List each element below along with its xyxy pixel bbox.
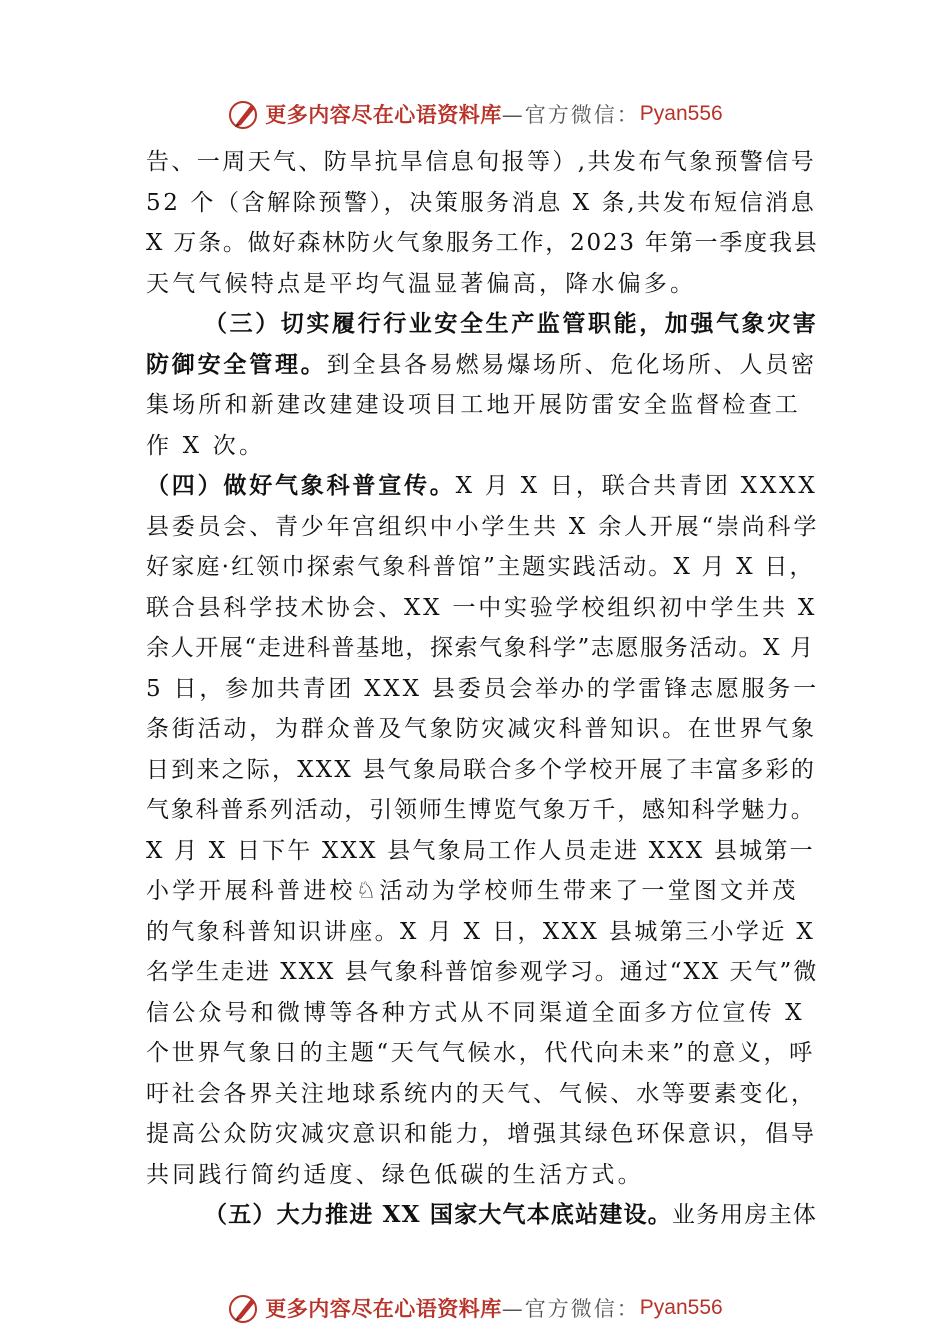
section-heading: （五）大力推进 XX 国家大气本底站建设。 [204, 1201, 672, 1228]
section-heading: （四）做好气象科普宣传。 [146, 472, 456, 499]
paragraph-text: 名学生走进 XXX 县气象科普馆参观学习。通过“XX 天气”微 [146, 959, 819, 985]
paragraph-text: 到全县各易燃易爆场所、危化场所、人员密 [326, 351, 817, 378]
text-line [146, 223, 818, 264]
paragraph-text: 共同践行简约适度、绿色低碳的生活方式。 [146, 1161, 644, 1188]
text-line [146, 669, 818, 710]
paragraph-text: 县委员会、青少年宫组织中小学生共 X 余人开展“崇尚科学 [146, 513, 820, 540]
text-line [146, 1114, 818, 1155]
text-line [146, 466, 818, 507]
text-line [146, 790, 818, 831]
watermark-wechat-id: Pyan556 [639, 102, 723, 125]
footer-watermark [0, 1288, 950, 1328]
paragraph-text: 的气象科普知识讲座。X 月 X 日，XXX 县城第三小学近 X [146, 918, 816, 945]
watermark-dash: —官方微信： [501, 1297, 640, 1321]
text-line [146, 1155, 818, 1196]
section-heading: （三）切实履行行业安全生产监管职能，加强气象灾害 [204, 310, 819, 337]
text-line [146, 426, 818, 467]
text-line [146, 871, 818, 912]
text-line [146, 628, 818, 669]
text-line [146, 588, 818, 629]
paragraph-text: 告、一周天气、防旱抗旱信息旬报等）,共发布气象预警信号 [146, 149, 817, 175]
watermark-brand: 更多内容尽在心语资料库 [265, 1296, 502, 1321]
paragraph-text: 提高公众防灾减灾意识和能力，增强其绿色环保意识，倡导 [146, 1121, 817, 1147]
text-line [146, 345, 818, 386]
text-line [146, 750, 818, 791]
watermark-wechat-id: Pyan556 [639, 1296, 723, 1319]
paragraph-text: 天气气候特点是平均气温显著偏高，降水偏多。 [146, 270, 697, 297]
text-line [146, 1074, 818, 1115]
text-line [146, 1033, 818, 1074]
paragraph-text: 信公众号和微博等各种方式从不同渠道全面多方位宣传 X [146, 999, 805, 1026]
text-line [146, 547, 818, 588]
paragraph-text: X 万条。做好森林防火气象服务工作，2023 年第一季度我县 [146, 230, 819, 256]
paragraph-text: 条街活动，为群众普及气象防灾减灾科普知识。在世界气象 [146, 716, 817, 742]
section-heading: 防御安全管理。 [146, 350, 327, 378]
paragraph-text: 5 日，参加共青团 XXX 县委员会举办的学雷锋志愿服务一 [146, 675, 819, 702]
paragraph-text: X 月 X 日，联合共青团 XXXX [455, 473, 818, 499]
document-body [146, 142, 818, 1236]
watermark-brand: 更多内容尽在心语资料库 [265, 102, 502, 127]
paragraph-text: 吁社会各界关注地球系统内的天气、气候、水等要素变化， [146, 1080, 817, 1107]
paragraph-text: 52 个（含解除预警），决策服务消息 X 条,共发布短信消息 [146, 189, 817, 216]
paragraph-text: 作 X 次。 [146, 432, 266, 459]
pen-logo-icon [227, 1291, 261, 1325]
text-line [146, 304, 818, 345]
text-line [146, 385, 818, 426]
paragraph-text: 好家庭·红领巾探索气象科普馆”主题实践活动。X 月 X 日， [146, 554, 815, 580]
paragraph-text: 联合县科学技术协会、XX 一中实验学校组织初中学生共 X [146, 594, 818, 621]
text-line [146, 993, 818, 1034]
header-watermark [0, 94, 950, 134]
text-line [146, 142, 818, 183]
paragraph-text: X 月 X 日下午 XXX 县气象局工作人员走进 XXX 县城第一 [146, 837, 815, 864]
text-line [146, 912, 818, 953]
paragraph-text: 日到来之际，XXX 县气象局联合多个学校开展了丰富多彩的 [146, 756, 817, 783]
paragraph-text: 气象科普系列活动，引领师生博览气象万千，感知科学魅力。 [146, 797, 816, 823]
paragraph-text: 小学开展科普进校♘活动为学校师生带来了一堂图文并茂 [146, 878, 799, 904]
text-line [146, 507, 818, 548]
paragraph-text: 集场所和新建改建建设项目工地开展防雷安全监督检查工 [146, 392, 801, 418]
pen-logo-icon [227, 97, 261, 131]
text-line [146, 709, 818, 750]
text-line [146, 1195, 818, 1236]
paragraph-text: 个世界气象日的主题“天气气候水，代代向未来”的意义，呼 [146, 1040, 815, 1066]
watermark-dash: —官方微信： [501, 103, 640, 127]
text-line [146, 183, 818, 224]
text-line [146, 264, 818, 305]
text-line [146, 831, 818, 872]
paragraph-text: 余人开展“走进科普基地，探索气象科学”志愿服务活动。X 月 [146, 635, 815, 661]
paragraph-text: 业务用房主体 [671, 1202, 818, 1228]
text-line [146, 952, 818, 993]
